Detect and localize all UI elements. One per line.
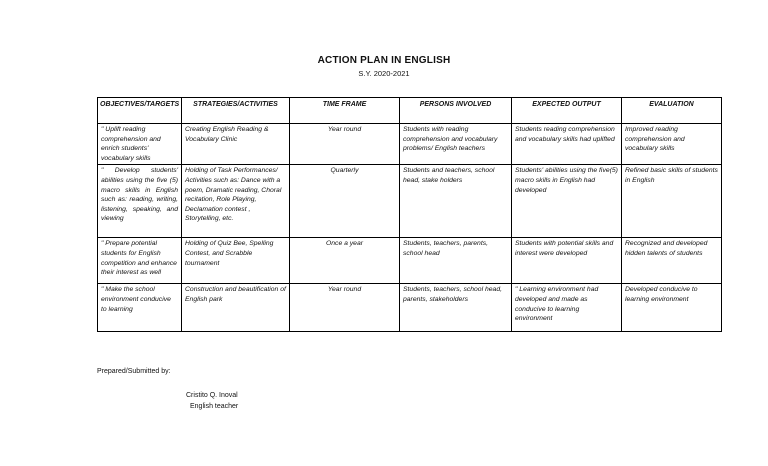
cell-evaluation: Recognized and developed hidden talents of students (622, 238, 722, 284)
header-strategies: STRATEGIES/ACTIVITIES (182, 98, 290, 124)
cell-output: Students reading comprehension and vocabulary skills had uplifted (512, 124, 622, 165)
cell-evaluation: Developed conducive to learning environment (622, 284, 722, 332)
cell-output: " Learning environment had developed and made as conducive to learning environment (512, 284, 622, 332)
table-row (98, 165, 722, 238)
header-time-frame: TIME FRAME (290, 98, 400, 124)
header-persons-involved: PERSONS INVOLVED (400, 98, 512, 124)
school-year: S.Y. 2020-2021 (358, 69, 410, 78)
cell-persons: Students, teachers, parents, school head (400, 238, 512, 284)
cell-output: Students' abilities using the five(5) macro skills in English had developed (512, 165, 622, 238)
table-row (98, 284, 722, 332)
action-plan-table (97, 97, 722, 332)
cell-objective: " Prepare potential students for English competition and enhance their interest as well (98, 238, 182, 284)
cell-time-frame: Year round (290, 124, 400, 165)
cell-strategy: Construction and beautification of English park (182, 284, 290, 332)
signer-title: English teacher (190, 403, 239, 410)
cell-time-frame: Quarterly (290, 165, 400, 238)
header-objectives: OBJECTIVES/TARGETS (98, 98, 182, 124)
cell-time-frame: Once a year (290, 238, 400, 284)
signature-block (186, 390, 238, 412)
table-header-row (98, 98, 722, 124)
cell-strategy: Holding of Quiz Bee, Spelling Contest, and Scrabble tournament (182, 238, 290, 284)
table-row (98, 238, 722, 284)
cell-objective: " Make the school environment conducive to learning (98, 284, 182, 332)
cell-persons: Students with reading comprehension and vocabulary problems/ English teachers (400, 124, 512, 165)
cell-persons: Students, teachers, school head, parents, stakeholders (400, 284, 512, 332)
table-row (98, 124, 722, 165)
cell-objective: " Develop students' abilities using the five (5) macro skills in English such as: reading, writing, listening, speaking, and viewing (98, 165, 182, 238)
cell-strategy: Holding of Task Performances/ Activities such as: Dance with a poem, Dramatic reading, Choral recitation, Role Playing, Declamation contest , Storytelling, etc. (182, 165, 290, 238)
document-title: ACTION PLAN IN ENGLISH (317, 55, 451, 66)
signer-name: Cristito Q. Inoval (186, 392, 238, 399)
cell-objective: " Uplift reading comprehension and enrich students' vocabulary skills (98, 124, 182, 165)
cell-persons: Students and teachers, school head, stake holders (400, 165, 512, 238)
cell-strategy: Creating English Reading & Vocabulary Clinic (182, 124, 290, 165)
cell-time-frame: Year round (290, 284, 400, 332)
header-evaluation: EVALUATION (622, 98, 722, 124)
cell-evaluation: Improved reading comprehension and vocabulary skills (622, 124, 722, 165)
prepared-by-label: Prepared/Submitted by: (97, 368, 171, 375)
header-expected-output: EXPECTED OUTPUT (512, 98, 622, 124)
cell-evaluation: Refined basic skills of students in English (622, 165, 722, 238)
cell-output: Students with potential skills and interest were developed (512, 238, 622, 284)
